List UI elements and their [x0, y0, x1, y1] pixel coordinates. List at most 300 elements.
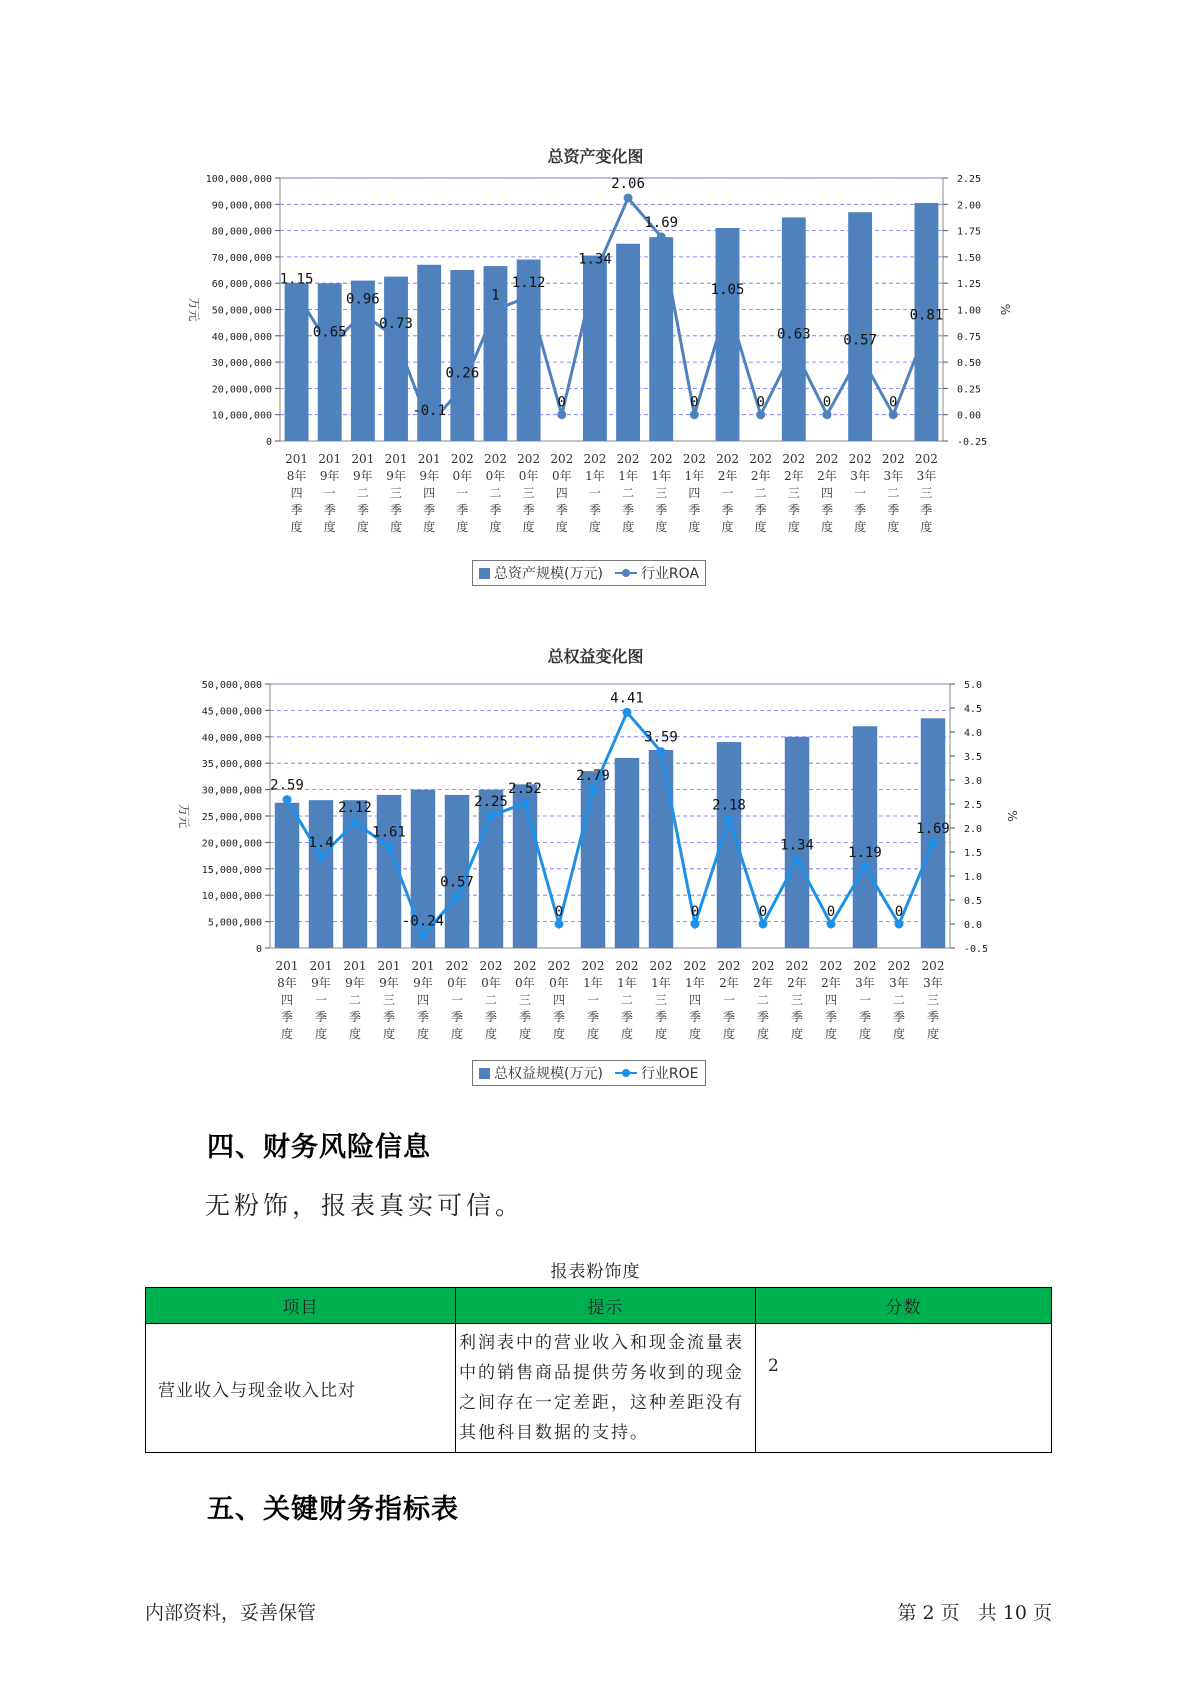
category-label: 202 — [881, 452, 905, 466]
category-label: 1年 — [585, 469, 605, 483]
category-label: 202 — [785, 959, 809, 973]
category-label: 202 — [921, 959, 945, 973]
line-point — [861, 862, 870, 871]
category-label: 一 — [722, 993, 736, 1007]
category-label: 0年 — [549, 976, 569, 990]
category-label: 二 — [756, 993, 770, 1007]
category-label: 季 — [518, 1010, 532, 1024]
category-label: 季 — [754, 503, 767, 517]
right-tick-label: 1.25 — [957, 279, 982, 291]
category-label: 季 — [555, 503, 568, 517]
category-label: 度 — [824, 1027, 838, 1041]
category-label: 二 — [356, 486, 369, 500]
line-point — [557, 410, 566, 419]
category-label: 2年 — [787, 976, 807, 990]
category-label: 二 — [484, 993, 498, 1007]
category-label: 0年 — [485, 469, 506, 483]
category-label: 9年 — [353, 469, 373, 483]
category-label: 一 — [586, 993, 600, 1007]
right-tick-label: 1.75 — [957, 226, 982, 238]
category-label: 度 — [323, 520, 336, 534]
data-label: 0 — [822, 394, 832, 411]
data-label: 2.59 — [270, 777, 304, 794]
right-tick-label: 2.00 — [957, 200, 982, 212]
category-label: 季 — [314, 1010, 328, 1024]
category-label: 0年 — [452, 469, 473, 483]
category-label: 度 — [456, 520, 469, 534]
category-label: 3年 — [850, 469, 870, 483]
data-label: 2.12 — [338, 800, 372, 817]
category-label: 四 — [552, 993, 566, 1007]
risk-summary-text: 无粉饰，报表真实可信。 — [205, 1191, 525, 1220]
legend-line-swatch — [615, 567, 637, 579]
category-label: 201 — [417, 452, 441, 466]
data-label: 0 — [557, 394, 566, 411]
category-label: 季 — [721, 503, 734, 517]
data-label: 1 — [491, 287, 500, 304]
left-tick-label: 30,000,000 — [201, 785, 262, 797]
category-label: 202 — [751, 959, 775, 973]
category-label: 202 — [782, 452, 806, 466]
data-label: 0.81 — [909, 307, 944, 324]
line-point — [759, 920, 768, 929]
data-label: 0 — [554, 904, 564, 920]
right-tick-label: -0.25 — [957, 437, 988, 448]
data-label: 0 — [758, 904, 768, 920]
data-label: 1.69 — [644, 214, 679, 231]
right-tick-label: 3.5 — [964, 752, 983, 763]
bar — [615, 758, 639, 948]
data-label: 0 — [690, 394, 699, 411]
line-point — [624, 193, 633, 202]
legend-bar-label: 总资产规模(万元) — [494, 566, 603, 582]
left-tick-label: 40,000,000 — [201, 732, 262, 744]
data-label: 0.96 — [346, 291, 380, 308]
category-label: 度 — [450, 1027, 464, 1041]
right-tick-label: 1.00 — [957, 305, 982, 317]
right-tick-label: 5.0 — [964, 680, 983, 691]
line-point — [793, 855, 802, 864]
category-label: 季 — [926, 1010, 940, 1024]
data-label: 1.15 — [279, 271, 314, 288]
category-label: 三 — [522, 486, 535, 500]
total-equity-chart — [0, 630, 1191, 1095]
line-point — [491, 305, 500, 314]
category-label: 度 — [348, 1027, 362, 1041]
left-tick-label: 80,000,000 — [211, 226, 272, 238]
category-label: 季 — [390, 503, 403, 517]
category-label: 度 — [555, 520, 568, 534]
chart-legend — [472, 1060, 706, 1086]
category-label: 季 — [456, 503, 469, 517]
left-tick-label: 60,000,000 — [211, 279, 272, 291]
left-tick-label: 20,000,000 — [211, 384, 272, 396]
category-label: 度 — [790, 1027, 804, 1041]
category-label: 四 — [824, 993, 838, 1007]
category-label: 8年 — [277, 976, 297, 990]
category-label: 1年 — [684, 469, 705, 483]
left-tick-label: 90,000,000 — [211, 200, 272, 212]
line-point — [827, 920, 836, 929]
line-point — [458, 383, 467, 392]
line-point — [789, 344, 798, 353]
category-label: 度 — [887, 520, 900, 534]
category-label: 度 — [290, 520, 303, 534]
category-label: 1年 — [583, 976, 603, 990]
line-point — [590, 269, 599, 278]
left-axis-title: 万元 — [177, 803, 191, 829]
left-tick-label: 45,000,000 — [201, 706, 262, 718]
category-label: 四 — [280, 993, 294, 1007]
left-tick-label: 50,000,000 — [201, 680, 262, 691]
data-label: 1.19 — [848, 844, 882, 861]
bar — [445, 795, 469, 948]
category-label: 201 — [343, 959, 367, 973]
category-label: 202 — [513, 959, 537, 973]
category-label: 季 — [920, 503, 933, 517]
category-label: 度 — [754, 520, 767, 534]
left-tick-label: 20,000,000 — [201, 838, 262, 850]
line-point — [895, 920, 904, 929]
bar — [275, 803, 299, 948]
category-label: 四 — [423, 486, 436, 500]
category-label: 8年 — [286, 469, 307, 483]
category-label: 季 — [722, 1010, 736, 1024]
legend-bar-swatch — [479, 568, 490, 579]
category-label: 度 — [920, 520, 933, 534]
category-label: 202 — [887, 959, 911, 973]
category-label: 季 — [586, 1010, 600, 1024]
category-label: 202 — [914, 452, 938, 466]
data-label: 0.26 — [445, 365, 480, 382]
category-label: 202 — [717, 959, 741, 973]
category-label: 度 — [787, 520, 800, 534]
table-header-row — [146, 1288, 1052, 1324]
category-label: 季 — [655, 503, 668, 517]
category-label: 9年 — [319, 469, 340, 483]
category-label: 0年 — [551, 469, 572, 483]
category-label: 度 — [416, 1027, 430, 1041]
category-label: 季 — [622, 503, 635, 517]
footer-confidential: 内部资料，妥善保管 — [145, 1602, 317, 1624]
data-label: 1.34 — [578, 251, 612, 268]
bar — [848, 212, 872, 441]
category-label: 0年 — [515, 976, 535, 990]
left-tick-label: 10,000,000 — [211, 410, 272, 422]
category-label: 季 — [450, 1010, 464, 1024]
category-label: 二 — [348, 993, 362, 1007]
legend-line-swatch — [615, 1067, 637, 1079]
category-label: 三 — [654, 993, 668, 1007]
category-label: 度 — [655, 520, 668, 534]
category-label: 1年 — [618, 469, 638, 483]
category-label: 三 — [390, 486, 403, 500]
category-label: 度 — [518, 1027, 532, 1041]
left-tick-label: 35,000,000 — [201, 759, 262, 771]
data-label: -0.24 — [401, 913, 445, 930]
category-label: 202 — [749, 452, 773, 466]
data-label: 1.4 — [308, 834, 334, 851]
data-label: 0.63 — [776, 326, 811, 343]
line-point — [317, 852, 326, 861]
category-label: 度 — [489, 520, 502, 534]
category-label: 1年 — [617, 976, 637, 990]
header-hint: 提示 — [456, 1288, 756, 1324]
category-label: 度 — [654, 1027, 668, 1041]
category-label: 202 — [615, 959, 639, 973]
category-label: 三 — [926, 993, 940, 1007]
legend-bar-label: 总权益规模(万元) — [494, 1066, 603, 1082]
category-label: 201 — [384, 452, 408, 466]
category-label: 一 — [323, 486, 336, 500]
category-label: 201 — [285, 452, 309, 466]
left-tick-label: 10,000,000 — [201, 891, 262, 903]
data-label: 3.59 — [644, 729, 678, 746]
header-score: 分数 — [756, 1288, 1052, 1324]
category-label: 度 — [423, 520, 436, 534]
category-label: 202 — [616, 452, 640, 466]
category-label: 度 — [892, 1027, 906, 1041]
line-point — [889, 410, 898, 419]
chart-title: 总资产变化图 — [547, 147, 644, 166]
section-heading-financial-risk: 四、财务风险信息 — [207, 1132, 431, 1163]
category-label: 9年 — [386, 469, 406, 483]
right-tick-label: 0.0 — [964, 920, 983, 931]
category-label: 202 — [450, 452, 474, 466]
line-point — [723, 300, 732, 309]
category-label: 度 — [688, 1027, 702, 1041]
category-label: 1年 — [685, 976, 705, 990]
category-label: 201 — [411, 959, 435, 973]
line-point — [690, 410, 699, 419]
category-label: 2年 — [717, 469, 738, 483]
category-label: 四 — [416, 993, 430, 1007]
data-label: 0.57 — [843, 332, 877, 349]
category-label: 度 — [390, 520, 403, 534]
bar — [853, 726, 877, 948]
category-label: 202 — [445, 959, 469, 973]
line-point — [453, 892, 462, 901]
category-label: 202 — [550, 452, 574, 466]
category-label: 度 — [622, 520, 635, 534]
data-label: 0.73 — [379, 315, 413, 332]
left-tick-label: 5,000,000 — [207, 917, 262, 929]
data-label: 2.18 — [712, 797, 746, 814]
category-label: 三 — [382, 993, 396, 1007]
bar — [649, 237, 673, 441]
category-label: 季 — [484, 1010, 498, 1024]
category-label: 季 — [423, 503, 436, 517]
data-label: 0.57 — [440, 874, 474, 891]
category-label: 度 — [552, 1027, 566, 1041]
category-label: 202 — [649, 452, 673, 466]
line-point — [524, 292, 533, 301]
category-label: 度 — [756, 1027, 770, 1041]
category-label: 9年 — [345, 976, 365, 990]
category-label: 202 — [716, 452, 739, 466]
category-label: 季 — [756, 1010, 770, 1024]
data-label: 1.34 — [780, 837, 814, 854]
row-item: 营业收入与现金收入比对 — [146, 1324, 456, 1453]
category-label: 度 — [926, 1027, 940, 1041]
left-axis-title: 万元 — [187, 297, 201, 322]
data-label: 1.69 — [916, 820, 950, 837]
category-label: 一 — [588, 486, 601, 500]
category-label: 二 — [622, 486, 635, 500]
category-label: 一 — [854, 486, 867, 500]
row-hint: 利润表中的营业收入和现金流量表中的销售商品提供劳务收到的现金之间存在一定差距，这种差距没有其他科目数据的支持。 — [456, 1324, 756, 1453]
category-label: 季 — [654, 1010, 668, 1024]
category-label: 一 — [314, 993, 328, 1007]
category-label: 季 — [620, 1010, 634, 1024]
category-label: 季 — [323, 503, 336, 517]
data-label: 0 — [894, 904, 904, 920]
category-label: 四 — [290, 486, 303, 500]
category-label: 季 — [588, 503, 601, 517]
category-label: 季 — [552, 1010, 566, 1024]
left-tick-label: 70,000,000 — [211, 252, 272, 264]
line-point — [856, 350, 865, 359]
left-tick-label: 25,000,000 — [201, 812, 262, 823]
category-label: 三 — [787, 486, 800, 500]
line-point — [725, 815, 734, 824]
bar — [616, 244, 640, 441]
data-label: 0 — [826, 904, 836, 920]
right-tick-label: 1.0 — [964, 872, 983, 883]
category-label: 2年 — [750, 469, 771, 483]
category-label: 四 — [820, 486, 833, 500]
left-tick-label: 100,000,000 — [205, 174, 272, 185]
data-label: 0 — [889, 394, 898, 411]
chart-legend — [472, 560, 706, 586]
category-label: 度 — [484, 1027, 498, 1041]
category-label: 季 — [688, 1010, 702, 1024]
category-label: 2年 — [817, 469, 837, 483]
category-label: 二 — [892, 993, 906, 1007]
bar — [583, 256, 607, 441]
data-label: 0 — [690, 904, 700, 920]
line-point — [351, 818, 360, 827]
line-point — [325, 342, 334, 351]
right-tick-label: 4.0 — [964, 728, 983, 739]
right-tick-label: 0.25 — [957, 384, 982, 396]
line-point — [822, 410, 831, 419]
line-point — [756, 410, 765, 419]
right-tick-label: 0.50 — [957, 358, 982, 370]
category-label: 202 — [853, 959, 877, 973]
category-label: 季 — [790, 1010, 804, 1024]
category-label: 2年 — [719, 976, 739, 990]
category-label: 202 — [819, 959, 843, 973]
category-label: 季 — [522, 503, 535, 517]
category-label: 202 — [683, 959, 707, 973]
category-label: 季 — [489, 503, 502, 517]
bar — [309, 800, 333, 948]
footer-page-number: 第 2 页 共 10 页 — [897, 1602, 1052, 1624]
category-label: 四 — [688, 993, 702, 1007]
category-label: 202 — [484, 452, 507, 466]
category-label: 201 — [351, 452, 375, 466]
bar — [513, 784, 537, 948]
category-label: 二 — [887, 486, 900, 500]
category-label: 1年 — [651, 976, 671, 990]
category-label: 三 — [518, 993, 532, 1007]
line-point — [425, 421, 434, 430]
bar — [318, 283, 342, 441]
category-label: 201 — [309, 959, 333, 973]
line-point — [521, 799, 530, 808]
line-point — [487, 812, 496, 821]
line-point — [929, 838, 938, 847]
legend-line-label: 行业ROE — [640, 1066, 699, 1082]
left-tick-label: 30,000,000 — [211, 358, 272, 370]
category-label: 度 — [280, 1027, 294, 1041]
line-point — [623, 708, 632, 717]
table-caption: 报表粉饰度 — [550, 1262, 641, 1282]
right-tick-label: -0.5 — [964, 944, 989, 955]
category-label: 三 — [655, 486, 668, 500]
data-label: 2.06 — [611, 175, 645, 192]
category-label: 度 — [721, 520, 734, 534]
category-label: 一 — [456, 486, 469, 500]
category-label: 202 — [682, 452, 706, 466]
data-label: -0.1 — [412, 403, 447, 420]
category-label: 度 — [588, 520, 601, 534]
category-label: 季 — [787, 503, 800, 517]
category-label: 202 — [517, 452, 541, 466]
left-tick-label: 15,000,000 — [201, 864, 262, 876]
category-label: 9年 — [379, 976, 399, 990]
category-label: 度 — [522, 520, 535, 534]
category-label: 度 — [620, 1027, 634, 1041]
category-label: 202 — [479, 959, 503, 973]
data-label: 1.05 — [710, 282, 745, 299]
category-label: 0年 — [481, 976, 501, 990]
data-label: 1.61 — [372, 824, 406, 841]
data-label: 0 — [756, 394, 765, 411]
line-point — [385, 842, 394, 851]
whitewash-table — [145, 1287, 1052, 1453]
total-equity-svg — [0, 630, 1191, 1095]
category-label: 季 — [887, 503, 900, 517]
category-label: 201 — [275, 959, 299, 973]
header-item: 项目 — [146, 1288, 456, 1324]
category-label: 季 — [824, 1010, 838, 1024]
category-label: 季 — [382, 1010, 396, 1024]
category-label: 度 — [688, 520, 701, 534]
category-label: 季 — [858, 1010, 872, 1024]
category-label: 3年 — [923, 976, 943, 990]
right-tick-label: 2.25 — [957, 174, 982, 185]
data-label: 2.52 — [508, 781, 542, 798]
line-point — [657, 232, 666, 241]
category-label: 度 — [314, 1027, 328, 1041]
data-label: 0.65 — [312, 324, 347, 341]
category-label: 9年 — [419, 469, 439, 483]
category-label: 度 — [586, 1027, 600, 1041]
category-label: 2年 — [821, 976, 841, 990]
category-label: 三 — [920, 486, 933, 500]
category-label: 202 — [581, 959, 605, 973]
right-tick-label: 1.50 — [957, 252, 982, 264]
data-label: 1.12 — [511, 274, 546, 291]
category-label: 一 — [450, 993, 464, 1007]
category-label: 3年 — [916, 469, 937, 483]
category-label: 四 — [555, 486, 568, 500]
left-tick-label: 0 — [255, 944, 262, 955]
line-point — [555, 920, 564, 929]
category-label: 季 — [688, 503, 701, 517]
